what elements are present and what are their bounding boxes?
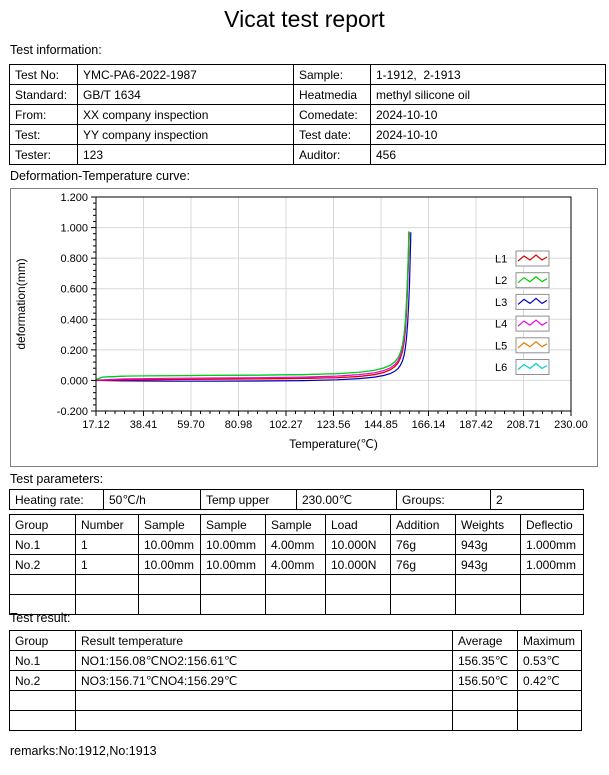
table-cell: 156.35℃ <box>453 651 518 671</box>
chart-canvas <box>11 189 597 466</box>
table-cell: No.1 <box>10 651 76 671</box>
x-axis-title: Temperature(℃) <box>289 437 378 451</box>
legend-label: L6 <box>495 362 508 374</box>
table-header-cell: Average <box>453 631 518 651</box>
table-cell <box>518 711 582 731</box>
y-tick-label: -0.200 <box>56 406 88 418</box>
legend-label: L3 <box>495 296 508 309</box>
table-cell: 156.50℃ <box>453 671 518 691</box>
test-information-table <box>9 64 606 165</box>
table-cell: 2024-10-10 <box>371 125 606 145</box>
table-cell: 2 <box>491 490 584 510</box>
table-cell: Test date: <box>294 125 371 145</box>
table-cell: Auditor: <box>294 145 371 165</box>
table-cell <box>456 595 521 615</box>
section-label-test-result: Test result: <box>10 611 71 625</box>
table-cell: GB/T 1634 <box>78 85 294 105</box>
table-cell: Tester: <box>10 145 78 165</box>
table-header-cell: Maximum <box>518 631 582 651</box>
table-header-cell: Sample <box>201 515 266 535</box>
x-tick-label: 59.70 <box>177 419 205 431</box>
table-cell <box>139 575 201 595</box>
legend-entry-L5 <box>495 338 549 353</box>
table-cell <box>10 575 76 595</box>
table-row <box>10 85 606 105</box>
legend-entry-L2 <box>495 273 549 288</box>
table-cell <box>518 691 582 711</box>
test-groups-table <box>9 514 584 615</box>
x-tick-label: 230.00 <box>554 419 588 431</box>
table-cell: 1.000mm <box>521 555 584 575</box>
table-row <box>10 671 582 691</box>
table-cell: 456 <box>371 145 606 165</box>
table-cell: methyl silicone oil <box>371 85 606 105</box>
x-tick-label: 38.41 <box>129 419 158 431</box>
y-tick-label: 1.200 <box>60 192 88 204</box>
table-cell <box>76 711 453 731</box>
section-label-test-information: Test information: <box>10 43 102 57</box>
table-cell <box>521 595 584 615</box>
table-cell: 10.00mm <box>139 555 201 575</box>
series-line-L4 <box>96 232 409 380</box>
test-parameters-bar <box>9 489 584 510</box>
table-cell: 76g <box>391 555 456 575</box>
legend-label: L5 <box>495 340 508 353</box>
table-cell: 1 <box>76 535 139 555</box>
test-result-table <box>9 630 582 731</box>
page-title: Vicat test report <box>224 6 385 32</box>
table-cell: 10.000N <box>326 535 391 555</box>
table-header-cell: Group <box>10 631 76 651</box>
table-cell: No.1 <box>10 535 76 555</box>
table-cell: Test: <box>10 125 78 145</box>
section-label-curve: Deformation-Temperature curve: <box>10 169 190 183</box>
table-cell <box>326 595 391 615</box>
table-cell <box>391 595 456 615</box>
table-header-cell: Sample <box>139 515 201 535</box>
table-row <box>10 535 584 555</box>
x-tick-label: 80.98 <box>224 419 253 431</box>
table-cell <box>10 691 76 711</box>
table-cell: NO3:156.71℃NO4:156.29℃ <box>76 671 453 691</box>
legend-entry-L6 <box>495 360 549 375</box>
table-cell <box>139 595 201 615</box>
legend-entry-L4 <box>495 316 549 331</box>
table-cell: Groups: <box>397 490 491 510</box>
y-tick-label: 1.000 <box>60 222 88 235</box>
y-tick-label: 0.200 <box>60 344 88 357</box>
table-cell: 10.00mm <box>201 555 266 575</box>
table-row <box>10 105 606 125</box>
table-cell: Standard: <box>10 85 78 105</box>
table-header-cell: Number <box>76 515 139 535</box>
x-tick-label: 17.12 <box>82 419 110 431</box>
table-header-cell: Sample <box>266 515 326 535</box>
table-header-cell: Group <box>10 515 76 535</box>
table-cell: 1.000mm <box>521 535 584 555</box>
table-cell: 4.00mm <box>266 535 326 555</box>
table-cell: 4.00mm <box>266 555 326 575</box>
table-cell <box>266 595 326 615</box>
legend-entry-L1 <box>495 251 549 266</box>
table-cell: 10.000N <box>326 555 391 575</box>
table-row <box>10 575 584 595</box>
table-cell: Comedate: <box>294 105 371 125</box>
table-cell: 1-1912, 2-1913 <box>371 65 606 85</box>
table-cell: From: <box>10 105 78 125</box>
table-cell: 76g <box>391 535 456 555</box>
table-row <box>10 145 606 165</box>
series-line-L5 <box>96 232 409 380</box>
legend-label: L2 <box>495 275 508 288</box>
table-cell: XX company inspection <box>78 105 294 125</box>
table-cell <box>76 595 139 615</box>
table-cell <box>453 691 518 711</box>
table-header-cell: Load <box>326 515 391 535</box>
table-cell: 10.00mm <box>201 535 266 555</box>
table-cell <box>201 575 266 595</box>
table-cell <box>456 575 521 595</box>
legend-entry-L3 <box>495 294 549 309</box>
remarks-text: remarks:No:1912,No:1913 <box>10 744 157 758</box>
table-cell: Temp upper <box>201 490 297 510</box>
table-cell: 0.53℃ <box>518 651 582 671</box>
legend-label: L1 <box>495 253 508 266</box>
table-cell <box>453 711 518 731</box>
table-cell <box>76 691 453 711</box>
deformation-temperature-chart <box>10 188 598 467</box>
x-tick-label: 102.27 <box>269 419 303 431</box>
y-axis-title: deformation(mm) <box>14 258 28 350</box>
table-header-cell: Result temperature <box>76 631 453 651</box>
x-tick-label: 187.42 <box>459 419 493 431</box>
y-tick-label: 0.600 <box>60 283 88 296</box>
table-cell: Sample: <box>294 65 371 85</box>
table-row <box>10 595 584 615</box>
table-cell <box>326 575 391 595</box>
table-row <box>10 691 582 711</box>
x-tick-label: 208.71 <box>506 419 541 431</box>
table-row <box>10 651 582 671</box>
table-cell: NO1:156.08℃NO2:156.61℃ <box>76 651 453 671</box>
table-header-cell: Deflectio <box>521 515 584 535</box>
table-cell <box>201 595 266 615</box>
table-cell: No.2 <box>10 555 76 575</box>
table-cell: 50℃/h <box>104 490 201 510</box>
table-cell <box>391 575 456 595</box>
y-tick-label: 0.400 <box>60 314 88 327</box>
table-row <box>10 65 606 85</box>
table-cell: 943g <box>456 535 521 555</box>
table-header-row <box>10 515 584 535</box>
table-cell: YY company inspection <box>78 125 294 145</box>
table-cell: 0.42℃ <box>518 671 582 691</box>
table-cell <box>76 575 139 595</box>
table-row <box>10 490 584 510</box>
y-tick-label: 0.000 <box>60 375 88 388</box>
series-line-L2 <box>96 231 409 379</box>
table-cell: No.2 <box>10 671 76 691</box>
table-header-row <box>10 631 582 651</box>
table-cell: 943g <box>456 555 521 575</box>
table-header-cell: Addition <box>391 515 456 535</box>
x-tick-label: 166.14 <box>411 419 446 431</box>
table-cell: 230.00℃ <box>297 490 397 510</box>
table-cell: 2024-10-10 <box>371 105 606 125</box>
table-cell: Test No: <box>10 65 78 85</box>
table-cell: Heating rate: <box>10 490 104 510</box>
x-tick-label: 144.85 <box>364 419 398 431</box>
x-tick-label: 123.56 <box>316 419 351 431</box>
table-cell <box>521 575 584 595</box>
table-cell: Heatmedia <box>294 85 371 105</box>
table-cell: 123 <box>78 145 294 165</box>
series-line-L6 <box>96 231 409 379</box>
table-row <box>10 711 582 731</box>
legend-label: L4 <box>495 318 508 331</box>
chart-legend <box>495 251 549 375</box>
table-header-cell: Weights <box>456 515 521 535</box>
table-cell <box>10 711 76 731</box>
table-cell <box>266 575 326 595</box>
table-cell: 1 <box>76 555 139 575</box>
series-line-L1 <box>96 232 409 380</box>
table-row <box>10 555 584 575</box>
y-tick-label: 0.800 <box>60 253 88 266</box>
table-cell: YMC-PA6-2022-1987 <box>78 65 294 85</box>
table-cell: 10.00mm <box>139 535 201 555</box>
table-row <box>10 125 606 145</box>
section-label-test-parameters: Test parameters: <box>10 472 104 486</box>
